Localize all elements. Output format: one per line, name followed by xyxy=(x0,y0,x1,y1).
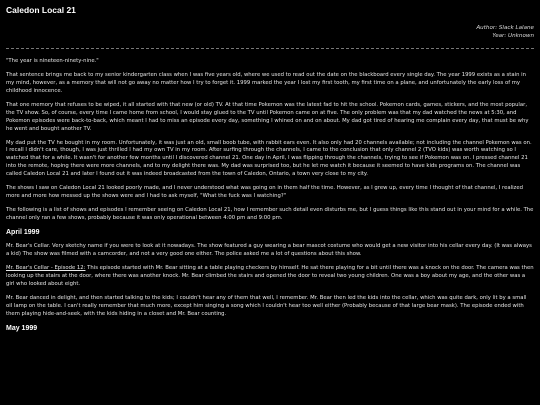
story-paragraph xyxy=(6,265,534,289)
section-heading-may: May 1999 xyxy=(6,324,38,332)
episode-description: This episode started with Mr. Bear sitting at a table playing checkers by himself. He sat there playing for a bit until there was a knock on the door. The camera was then looking up the stairs at the door, where there was another knock. Mr. Bear climbed the stairs and opened the door to reveal two young children. One was a boy about my age, and the other was a girl who looked about eight. xyxy=(6,265,534,288)
story-meta xyxy=(476,24,534,40)
page-title: Caledon Local 21 xyxy=(6,5,76,15)
story-body xyxy=(6,58,534,339)
story-paragraph: Mr. Bear's Cellar. Very sketchy name if you were to look at it nowadays. The show featured a guy wearing a bear mascot costume who would get a new visitor into his cellar every day. (It was always a kid) The show was filmed with a camcorder, and not a very good one either. The police asked me a lot of questions about this show. xyxy=(6,243,532,258)
story-paragraph: My dad put the TV he bought in my room. Unfortunately, it was just an old, small boob tube, with rabbit ears even. It also only had 20 channels available; not including the channel Pokemon was on. I recall I didn't care, though, I was just thrilled I had my own TV in my room. After surfing through the channels, I came to the conclusion that only channel 2 (TVO kids) was worth watching so I watched that for a while. It wasn't for another few months until I discovered channel 21. One day in April, I was flipping through the channels, trying to see if Pokemon was on. I pressed channel 21 into the remote, hoping there were more channels, and to my delight there was. My dad was surprised too, but he let me watch it because it seemed to have kids programs on. The channel was called Caledon Local 21 and later I found out it was indeed broadcasted from the town of Caledon, Ontario, a town very close to my city. xyxy=(6,139,532,178)
story-paragraph: "The year is nineteen-ninety-nine." xyxy=(6,58,99,64)
episode-link[interactable]: Mr. Bear's Cellar - Episode 12: xyxy=(6,265,86,272)
divider xyxy=(6,48,534,49)
story-paragraph: The shows I saw on Caledon Local 21 looked poorly made, and I never understood what was going on in them half the time. However, as I grew up, every time I thought of that channel, I realized more and more how messed up the shows were and I had to ask myself, "What the fuck was I watching?" xyxy=(6,185,523,200)
author-line: Author: Slack Lalane xyxy=(476,25,534,31)
story-paragraph: That one memory that refuses to be wiped, it all started with that new (or old) TV. At that time Pokemon was the latest fad to hit the school. Pokemon cards, games, stickers, and the most popular, the TV show. So, of course, every time I came home from school, I would stay glued to the TV until Pokemon came on at five. The only problem was that my dad watched the news at 5:30, and Pokemon episodes were back-to-back, which meant I had to miss an episode every day, something I whined on and on about. My dad got tired of hearing me complain every day, that must be why he went and bought another TV. xyxy=(6,101,529,132)
section-heading-april: April 1999 xyxy=(6,228,40,236)
story-paragraph: The following is a list of shows and episodes I remember seeing on Caledon Local 21, how I remember such detail even disturbs me, but I guess things like this stand out in your mind for a while. The channel only ran a few shows, probably because it was only operational between 4:00 pm and 9:00 pm. xyxy=(6,207,534,221)
year-line: Year: Unknown xyxy=(492,33,534,40)
story-paragraph: Mr. Bear danced in delight, and then started talking to the kids; I couldn't hear any of them that well, I remember. Mr. Bear then led the kids into the cellar, which was quite dark, only lit by a small oil lamp on the table. I can't really remember that much more, except him singing a song which I couldn't hear too well either (Probably because of that large bear mask). The episode ended with them playing hide-and-seek, with the kids hiding in a closet and Mr. Bear counting. xyxy=(6,295,527,317)
story-paragraph: That sentence brings me back to my senior kindergarten class when I was five years old, where we used to read out the date on the blackboard every single day. The year 1999 exists as a stain in my mind, however, as a memory that will not go away no matter how I try to forget it. 1999 marked the year I lost my first tooth, my first time on a plane, and unfortunately the early loss of my childhood innocence. xyxy=(6,71,526,94)
